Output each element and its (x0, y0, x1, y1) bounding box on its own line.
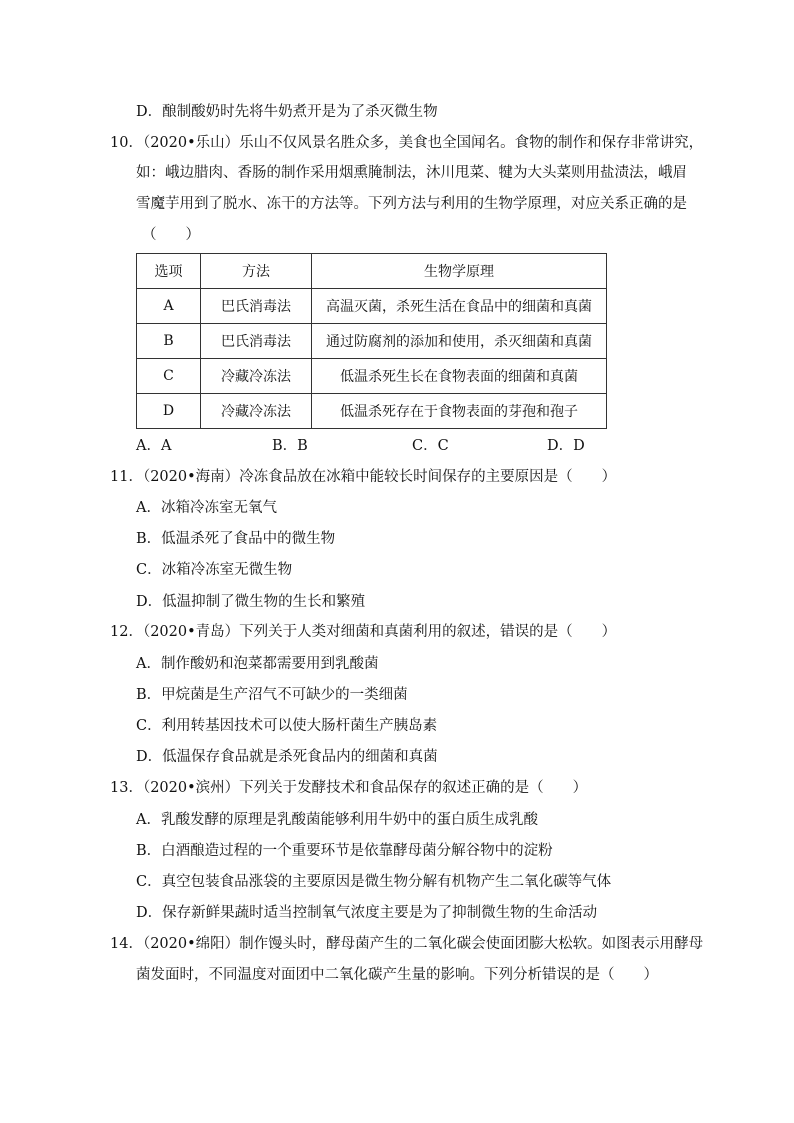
table-row (137, 359, 607, 394)
q12-stem: 12．（2020•青岛）下列关于人类对细菌和真菌利用的叙述，错误的是（ ） (110, 624, 617, 640)
table-header-cell: 生物学原理 (312, 254, 607, 289)
q11-option-a: A．冰箱冷冻室无氧气 (136, 500, 277, 516)
table-cell: 巴氏消毒法 (201, 289, 312, 324)
table-cell: A (137, 289, 201, 324)
q10-choice-b: B．B (272, 438, 308, 454)
table-header-row (137, 254, 607, 289)
q9-option-d: D．酿制酸奶时先将牛奶煮开是为了杀灭微生物 (136, 104, 438, 120)
q10-choice-a: A．A (136, 438, 172, 454)
q12-option-b: B．甲烷菌是生产沼气不可缺少的一类细菌 (136, 687, 408, 703)
q10-stem-line-2: 如：峨边腊肉、香肠的制作采用烟熏腌制法，沐川甩菜、犍为大头菜则用盐渍法，峨眉 (136, 165, 687, 181)
q13-option-a: A．乳酸发酵的原理是乳酸菌能够利用牛奶中的蛋白质生成乳酸 (136, 812, 538, 828)
q13-option-c: C．真空包装食品涨袋的主要原因是微生物分解有机物产生二氧化碳等气体 (136, 874, 612, 890)
table-row (137, 324, 607, 359)
q10-stem-line-1: 10．（2020•乐山）乐山不仅风景名胜众多，美食也全国闻名。食物的制作和保存非常讲究， (110, 135, 704, 151)
table-cell: D (137, 394, 201, 429)
q10-answer-bracket: （ ） (142, 227, 200, 243)
table-row (137, 394, 607, 429)
q10-choice-d: D．D (547, 438, 585, 454)
q14-stem-line-1: 14．（2020•绵阳）制作馒头时，酵母菌产生的二氧化碳会使面团膨大松软。如图表示用酵母 (110, 936, 704, 952)
table-cell: 冷藏冷冻法 (201, 394, 312, 429)
q10-choice-c: C．C (412, 438, 449, 454)
q14-stem-line-2: 菌发面时，不同温度对面团中二氧化碳产生量的影响。下列分析错误的是（ ） (136, 967, 658, 983)
table-cell: 高温灭菌，杀死生活在食品中的细菌和真菌 (312, 289, 607, 324)
table-header-cell: 方法 (201, 254, 312, 289)
table-cell: C (137, 359, 201, 394)
q12-option-c: C．利用转基因技术可以使大肠杆菌生产胰岛素 (136, 718, 438, 734)
q11-option-c: C．冰箱冷冻室无微生物 (136, 562, 293, 578)
table-cell: 冷藏冷冻法 (201, 359, 312, 394)
q10-stem-line-3: 雪魔芋用到了脱水、冻干的方法等。下列方法与利用的生物学原理，对应关系正确的是 (136, 196, 687, 212)
q11-option-b: B．低温杀死了食品中的微生物 (136, 531, 336, 547)
table-cell: 通过防腐剂的添加和使用，杀灭细菌和真菌 (312, 324, 607, 359)
q13-option-b: B．白酒酿造过程的一个重要环节是依靠酵母菌分解谷物中的淀粉 (136, 843, 553, 859)
table-row (137, 289, 607, 324)
q13-option-d: D．保存新鲜果蔬时适当控制氧气浓度主要是为了抑制微生物的生命活动 (136, 905, 598, 921)
q11-stem: 11．（2020•海南）冷冻食品放在冰箱中能较长时间保存的主要原因是（ ） (110, 469, 617, 485)
table-cell: 低温杀死生长在食物表面的细菌和真菌 (312, 359, 607, 394)
table-cell: 巴氏消毒法 (201, 324, 312, 359)
q13-stem: 13．（2020•滨州）下列关于发酵技术和食品保存的叙述正确的是（ ） (110, 780, 588, 796)
q12-option-a: A．制作酸奶和泡菜都需要用到乳酸菌 (136, 656, 379, 672)
q12-option-d: D．低温保存食品就是杀死食品内的细菌和真菌 (136, 749, 438, 765)
table-header-cell: 选项 (137, 254, 201, 289)
table-cell: 低温杀死存在于食物表面的芽孢和孢子 (312, 394, 607, 429)
table-cell: B (137, 324, 201, 359)
q10-answer-table (136, 253, 607, 429)
q11-option-d: D．低温抑制了微生物的生长和繁殖 (136, 594, 366, 610)
